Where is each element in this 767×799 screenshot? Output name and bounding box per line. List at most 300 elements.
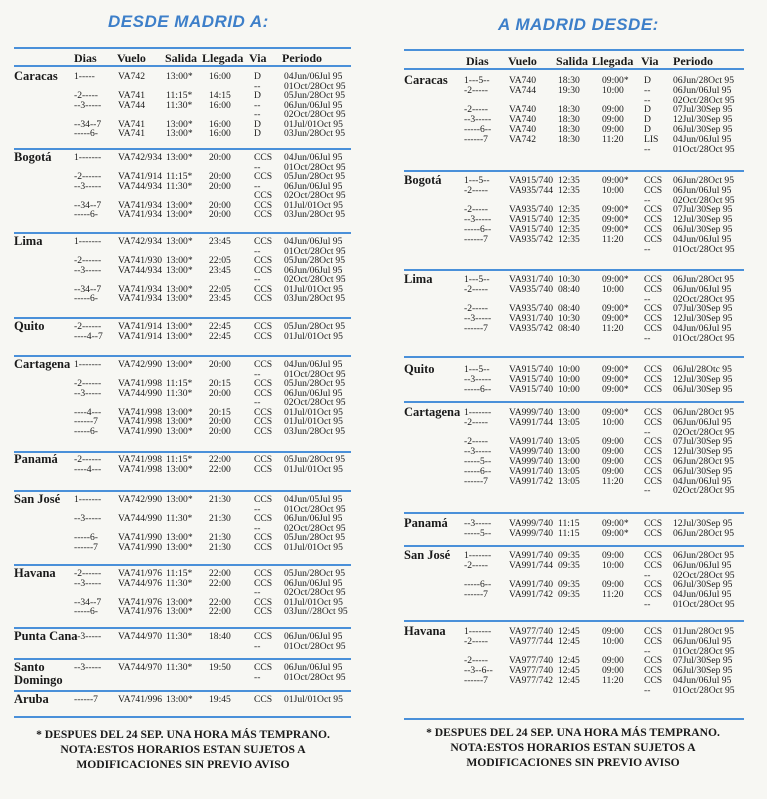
via-cell: CCS: [644, 626, 663, 637]
flight-cell: VA991/744: [509, 416, 554, 428]
period-cell: 04Jun/06Jul 95: [284, 71, 343, 82]
period-cell: 12Jul/30Sep 95: [673, 446, 733, 458]
flight-cell: VA915/740: [509, 214, 554, 226]
departure-cell: 11:15*: [166, 454, 193, 465]
departure-cell: 13:00*: [166, 606, 193, 618]
via-cell: --: [644, 143, 651, 155]
footer-note-line: * DESPUES DEL 24 SEP. UNA HORA MÁS TEMPRANO.: [36, 728, 330, 741]
column-header-llegada: Llegada: [202, 51, 244, 65]
days-cell: -----6-: [74, 425, 98, 437]
flight-cell: VA744/990: [118, 513, 163, 525]
via-cell: CCS: [254, 171, 273, 183]
period-cell: 02Oct/28Oct 95: [673, 426, 735, 438]
via-cell: --: [644, 599, 651, 610]
days-cell: ------7: [464, 475, 488, 487]
via-cell: D: [644, 75, 651, 86]
via-cell: CCS: [644, 323, 663, 334]
departure-cell: 13:00*: [166, 425, 193, 437]
period-cell: 01Oct/28Oct 95: [673, 332, 735, 344]
period-cell: 05Jun/28Oct 95: [284, 90, 346, 102]
period-cell: 02Oct/28Oct 95: [284, 587, 346, 599]
period-cell: 03Jun/28Oct 95: [284, 209, 346, 221]
arrival-cell: 22:00: [209, 596, 231, 608]
city-name: Quito: [14, 319, 45, 333]
via-cell: CCS: [644, 313, 663, 325]
city-separator-rule: [404, 545, 744, 547]
flight-cell: VA999/740: [509, 456, 554, 467]
departure-cell: 13:00*: [166, 330, 193, 342]
via-cell: CCS: [644, 665, 663, 677]
period-cell: 02Oct/28Oct 95: [284, 274, 346, 286]
via-cell: --: [254, 587, 261, 599]
arrival-cell: 09:00: [602, 579, 624, 591]
via-cell: --: [644, 332, 651, 344]
departure-cell: 11:30*: [166, 631, 193, 642]
arrival-cell: 09:00: [602, 665, 624, 677]
arrival-cell: 09:00: [602, 456, 624, 467]
via-cell: CCS: [644, 675, 663, 686]
arrival-cell: 11:20: [602, 133, 624, 145]
period-cell: 06Jun/28Oct 95: [673, 274, 735, 285]
days-cell: -2------: [74, 171, 102, 183]
column-header-via: Via: [641, 54, 659, 68]
days-cell: --3-----: [74, 631, 102, 642]
flight-cell: VA977/742: [509, 675, 554, 686]
days-cell: ------7: [74, 541, 98, 553]
period-cell: 12Jul/30Sep 95: [673, 313, 733, 325]
departure-cell: 12:35: [558, 214, 580, 226]
via-cell: CCS: [644, 184, 663, 196]
departure-cell: 12:35: [558, 184, 580, 196]
departure-cell: 12:45: [558, 655, 580, 667]
days-cell: -----6--: [464, 465, 492, 477]
departure-cell: 13:00*: [166, 128, 193, 140]
departure-cell: 10:30: [558, 313, 580, 325]
via-cell: CCS: [254, 209, 273, 221]
arrival-cell: 11:20: [602, 323, 624, 334]
via-cell: --: [254, 274, 261, 286]
via-cell: CCS: [644, 214, 663, 226]
flight-cell: VA742: [509, 133, 537, 145]
flight-cell: VA915/740: [509, 364, 554, 375]
departure-cell: 13:00*: [166, 494, 193, 505]
city-name: Havana: [14, 566, 56, 580]
period-cell: 01Jul/01Oct 95: [284, 199, 343, 211]
arrival-cell: 14:15: [209, 90, 231, 102]
city-separator-rule: [404, 512, 744, 514]
days-cell: -2-----: [464, 303, 488, 315]
flight-cell: VA915/740: [509, 175, 554, 186]
departure-cell: 18:30: [558, 75, 580, 86]
via-cell: CCS: [254, 283, 273, 295]
days-cell: --3-----: [74, 264, 102, 276]
departure-cell: 10:00: [558, 373, 580, 385]
arrival-cell: 09:00*: [602, 527, 629, 539]
city-name: Caracas: [404, 73, 448, 87]
via-cell: --: [254, 161, 261, 173]
flight-cell: VA741/914: [118, 321, 163, 332]
arrival-cell: 23:45: [209, 236, 231, 247]
flight-cell: VA744: [509, 84, 537, 96]
departure-cell: 18:30: [558, 104, 580, 116]
period-cell: 01Jul/01Oct 95: [284, 596, 343, 608]
via-cell: --: [254, 640, 261, 652]
departure-cell: 13:00*: [166, 152, 193, 163]
period-cell: 06Jun/28Oct 95: [673, 407, 735, 418]
via-cell: CCS: [254, 662, 273, 673]
days-cell: --3--6--: [464, 665, 493, 677]
city-separator-rule: [404, 401, 744, 403]
days-cell: -----5--: [464, 456, 492, 467]
period-cell: 01Jul/01Oct 95: [284, 330, 343, 342]
flight-cell: VA931/740: [509, 274, 554, 285]
via-cell: CCS: [644, 303, 663, 315]
flight-cell: VA744/976: [118, 577, 163, 589]
period-cell: 05Jun/28Oct 95: [284, 568, 346, 579]
arrival-cell: 19:45: [209, 694, 231, 705]
days-cell: -----6--: [464, 224, 492, 235]
flight-cell: VA741/998: [118, 454, 163, 465]
arrival-cell: 09:00*: [602, 75, 629, 86]
footer-note-line: MODIFICACIONES SIN PREVIO AVISO: [76, 758, 290, 771]
via-cell: CCS: [644, 446, 663, 458]
days-cell: ----4--7: [74, 330, 103, 342]
via-cell: CCS: [644, 456, 663, 467]
departure-cell: 11:30*: [166, 387, 193, 399]
via-cell: --: [254, 109, 261, 121]
arrival-cell: 16:00: [209, 99, 231, 111]
arrival-cell: 16:00: [209, 118, 231, 130]
arrival-cell: 09:00: [602, 655, 624, 667]
via-cell: CCS: [254, 255, 273, 267]
via-cell: --: [644, 426, 651, 438]
departure-cell: 13:00*: [166, 694, 193, 705]
days-cell: -2-----: [464, 84, 488, 96]
city-name: Cartagena: [404, 405, 461, 419]
via-cell: CCS: [644, 383, 663, 395]
via-cell: CCS: [644, 655, 663, 667]
via-cell: CCS: [254, 378, 273, 390]
period-cell: 06Jun/06Jul 95: [284, 662, 343, 673]
departure-cell: 10:00: [558, 364, 580, 375]
arrival-cell: 09:00: [602, 114, 624, 126]
period-cell: 05Jun/28Oct 95: [284, 532, 346, 544]
arrival-cell: 22:05: [209, 255, 231, 267]
via-cell: CCS: [254, 321, 273, 332]
flight-cell: VA741/976: [118, 568, 163, 579]
arrival-cell: 09:00*: [602, 303, 629, 315]
flight-cell: VA741/914: [118, 330, 163, 342]
city-separator-rule: [14, 564, 351, 566]
days-cell: --3-----: [464, 214, 492, 226]
departure-cell: 12:35: [558, 224, 580, 235]
period-cell: 05Jun/28Oct 95: [284, 378, 346, 390]
departure-cell: 11:15*: [166, 90, 193, 102]
departure-cell: 13:00*: [166, 118, 193, 130]
period-cell: 06Jul/30Sep 95: [673, 465, 733, 477]
flight-cell: VA991/742: [509, 589, 554, 601]
flight-cell: VA991/740: [509, 465, 554, 477]
arrival-cell: 20:00: [209, 152, 231, 163]
departure-cell: 11:30*: [166, 662, 193, 673]
period-cell: 01Oct/28Oct 95: [673, 599, 735, 610]
departure-cell: 12:45: [558, 675, 580, 686]
flight-cell: VA741/934: [118, 283, 163, 295]
period-cell: 06Jun/28Oct 95: [673, 527, 735, 539]
flight-cell: VA741: [118, 118, 146, 130]
period-cell: 01Jul/01Oct 95: [284, 541, 343, 553]
period-cell: 07Jul/30Sep 95: [673, 655, 733, 667]
via-cell: --: [644, 684, 651, 696]
period-cell: 05Jun/28Oct 95: [284, 171, 346, 183]
via-cell: LIS: [644, 133, 659, 145]
city-separator-rule: [404, 269, 744, 271]
arrival-cell: 09:00*: [602, 224, 629, 235]
period-cell: 06Jun/06Jul 95: [284, 264, 343, 276]
period-cell: 01Oct/28Oct 95: [284, 503, 346, 515]
arrival-cell: 09:00: [602, 446, 624, 458]
arrival-cell: 22:45: [209, 321, 231, 332]
days-cell: -2-----: [74, 90, 98, 102]
flight-cell: VA999/740: [509, 518, 554, 529]
arrival-cell: 22:45: [209, 330, 231, 342]
column-header-salida: Salida: [556, 54, 589, 68]
via-cell: --: [644, 243, 651, 255]
city-name: Panamá: [14, 452, 58, 466]
column-header-periodo: Periodo: [673, 54, 713, 68]
flight-cell: VA740: [509, 75, 537, 86]
via-cell: CCS: [254, 264, 273, 276]
period-cell: 02Oct/28Oct 95: [284, 397, 346, 409]
period-cell: 01Jul/01Oct 95: [284, 283, 343, 295]
period-cell: 04Jun/06Jul 95: [673, 475, 732, 487]
via-cell: CCS: [644, 373, 663, 385]
days-cell: 1-------: [74, 236, 102, 247]
flight-cell: VA977/740: [509, 655, 554, 667]
flight-cell: VA741: [118, 128, 146, 140]
days-cell: -2-----: [464, 283, 488, 295]
period-cell: 01Oct/28Oct 95: [284, 80, 346, 92]
period-cell: 04Jun/06Jul 95: [673, 323, 732, 334]
header-top-rule: [404, 49, 744, 51]
flight-cell: VA742: [118, 71, 146, 82]
departure-cell: 12:45: [558, 665, 580, 677]
flight-cell: VA741/990: [118, 532, 163, 544]
days-cell: ------7: [464, 233, 488, 245]
via-cell: --: [254, 99, 261, 111]
days-cell: -2------: [74, 568, 102, 579]
flight-cell: VA741/990: [118, 425, 163, 437]
flight-cell: VA977/740: [509, 626, 554, 637]
flight-cell: VA744: [118, 99, 146, 111]
via-cell: CCS: [644, 224, 663, 235]
flight-cell: VA740: [509, 114, 537, 126]
period-cell: 12Jul/30Sep 95: [673, 114, 733, 126]
arrival-cell: 10:00: [602, 184, 624, 196]
departure-cell: 10:00: [558, 383, 580, 395]
period-cell: 06Jun/06Jul 95: [284, 577, 343, 589]
period-cell: 06Jun/06Jul 95: [284, 387, 343, 399]
departure-cell: 18:30: [558, 133, 580, 145]
period-cell: 06Jun/06Jul 95: [673, 283, 732, 295]
departure-cell: 13:00*: [166, 406, 193, 418]
flight-cell: VA741/998: [118, 416, 163, 428]
city-separator-rule: [14, 690, 351, 692]
via-cell: CCS: [644, 364, 663, 375]
days-cell: ------7: [464, 675, 488, 686]
departure-cell: 13:05: [558, 475, 580, 487]
via-cell: CCS: [254, 577, 273, 589]
departure-cell: 13:05: [558, 416, 580, 428]
panel-title: DESDE MADRID A:: [108, 12, 269, 31]
period-cell: 04Jun/05Jul 95: [284, 494, 343, 505]
flight-cell: VA935/740: [509, 283, 554, 295]
days-cell: 1-------: [464, 626, 492, 637]
period-cell: 02Oct/28Oct 95: [284, 190, 346, 202]
departure-cell: 18:30: [558, 114, 580, 126]
departure-cell: 13:00*: [166, 236, 193, 247]
column-header-dias: Dias: [466, 54, 489, 68]
departure-cell: 13:00*: [166, 71, 193, 82]
days-cell: --3-----: [74, 387, 102, 399]
departure-cell: 19:30: [558, 84, 580, 96]
departure-cell: 11:15*: [166, 171, 193, 183]
city-name: Aruba: [14, 692, 49, 706]
via-cell: CCS: [254, 606, 273, 618]
city-separator-rule: [14, 716, 351, 718]
arrival-cell: 09:00*: [602, 518, 629, 529]
days-cell: 1---5--: [464, 75, 490, 86]
period-cell: 12Jul/30Sep 95: [673, 214, 733, 226]
departure-cell: 13:00*: [166, 209, 193, 221]
arrival-cell: 20:15: [209, 406, 231, 418]
flight-cell: VA740: [509, 124, 537, 135]
via-cell: CCS: [644, 204, 663, 216]
days-cell: 1---5--: [464, 364, 490, 375]
flight-cell: VA740: [509, 104, 537, 116]
via-cell: CCS: [644, 475, 663, 487]
arrival-cell: 20:00: [209, 199, 231, 211]
departure-cell: 13:00*: [166, 321, 193, 332]
arrival-cell: 18:40: [209, 631, 231, 642]
flight-cell: VA744/970: [118, 662, 163, 673]
departure-cell: 11:30*: [166, 180, 193, 192]
period-cell: 06Jul/28Otc 95: [673, 364, 732, 375]
days-cell: -----6-: [74, 209, 98, 221]
period-cell: 01Oct/28Oct 95: [284, 671, 346, 683]
departure-cell: 11:15: [558, 527, 580, 539]
flight-cell: VA741/998: [118, 406, 163, 418]
days-cell: 1-------: [74, 494, 102, 505]
arrival-cell: 22:00: [209, 454, 231, 465]
days-cell: ------7: [464, 133, 488, 145]
departure-cell: 13:00*: [166, 283, 193, 295]
arrival-cell: 22:05: [209, 283, 231, 295]
via-cell: CCS: [254, 387, 273, 399]
departure-cell: 12:45: [558, 626, 580, 637]
period-cell: 02Oct/28Oct 95: [673, 293, 735, 305]
via-cell: CCS: [254, 236, 273, 247]
flight-cell: VA915/740: [509, 373, 554, 385]
city-separator-rule: [14, 451, 351, 453]
flight-cell: VA935/742: [509, 323, 554, 334]
city-name: Quito: [404, 362, 435, 376]
departure-cell: 09:35: [558, 589, 580, 601]
departure-cell: 13:00*: [166, 359, 193, 370]
city-name: Santo: [14, 660, 45, 674]
via-cell: CCS: [644, 518, 663, 529]
arrival-cell: 09:00: [602, 436, 624, 448]
via-cell: CCS: [644, 436, 663, 448]
arrival-cell: 09:00: [602, 124, 624, 135]
period-cell: 03Jun/28Oct 95: [284, 425, 346, 437]
flight-cell: VA935/740: [509, 204, 554, 216]
departure-cell: 12:35: [558, 204, 580, 216]
city-separator-rule: [14, 490, 351, 492]
arrival-cell: 10:00: [602, 283, 624, 295]
flight-cell: VA935/742: [509, 233, 554, 245]
arrival-cell: 21:30: [209, 513, 231, 525]
period-cell: 05Jun/28Oct 95: [284, 454, 346, 465]
city-name-line2: Domingo: [14, 673, 63, 687]
departure-cell: 13:00*: [166, 532, 193, 544]
arrival-cell: 22:00: [209, 568, 231, 579]
period-cell: 05Jun/28Oct 95: [284, 255, 346, 267]
via-cell: CCS: [644, 274, 663, 285]
via-cell: CCS: [644, 283, 663, 295]
departure-cell: 13:00*: [166, 293, 193, 305]
period-cell: 06Jun/28Oct 95: [673, 550, 735, 561]
flight-cell: VA991/740: [509, 579, 554, 591]
days-cell: -2-----: [464, 204, 488, 216]
via-cell: CCS: [644, 635, 663, 647]
via-cell: D: [644, 114, 651, 126]
days-cell: -----6-: [74, 293, 98, 305]
flight-cell: VA977/740: [509, 665, 554, 677]
city-separator-rule: [404, 356, 744, 358]
flight-cell: VA744/970: [118, 631, 163, 642]
days-cell: -----6-: [74, 128, 98, 140]
via-cell: --: [254, 503, 261, 515]
period-cell: 01Oct/28Oct 95: [673, 243, 735, 255]
period-cell: 07Jul/30Sep 95: [673, 204, 733, 216]
flight-cell: VA741/934: [118, 209, 163, 221]
period-cell: 06Jun/28Oct 95: [673, 75, 735, 86]
via-cell: --: [254, 397, 261, 409]
column-header-via: Via: [249, 51, 267, 65]
flight-cell: VA742/934: [118, 152, 163, 163]
period-cell: 06Jun/28Oct 95: [673, 456, 735, 467]
arrival-cell: 09:00: [602, 550, 624, 561]
arrival-cell: 09:00*: [602, 407, 629, 418]
column-header-salida: Salida: [165, 51, 198, 65]
departure-cell: 13:05: [558, 465, 580, 477]
period-cell: 05Jun/28Oct 95: [284, 321, 346, 332]
period-cell: 01Oct/28Oct 95: [673, 143, 735, 155]
flight-cell: VA915/740: [509, 224, 554, 235]
days-cell: --34--7: [74, 118, 102, 130]
arrival-cell: 11:20: [602, 233, 624, 245]
flight-cell: VA991/742: [509, 475, 554, 487]
via-cell: CCS: [644, 559, 663, 571]
arrival-cell: 09:00: [602, 626, 624, 637]
days-cell: --3-----: [74, 99, 102, 111]
footer-note-line: MODIFICACIONES SIN PREVIO AVISO: [466, 756, 680, 769]
period-cell: 06Jun/06Jul 95: [284, 99, 343, 111]
via-cell: CCS: [254, 359, 273, 370]
via-cell: --: [644, 293, 651, 305]
flight-cell: VA741/998: [118, 378, 163, 390]
